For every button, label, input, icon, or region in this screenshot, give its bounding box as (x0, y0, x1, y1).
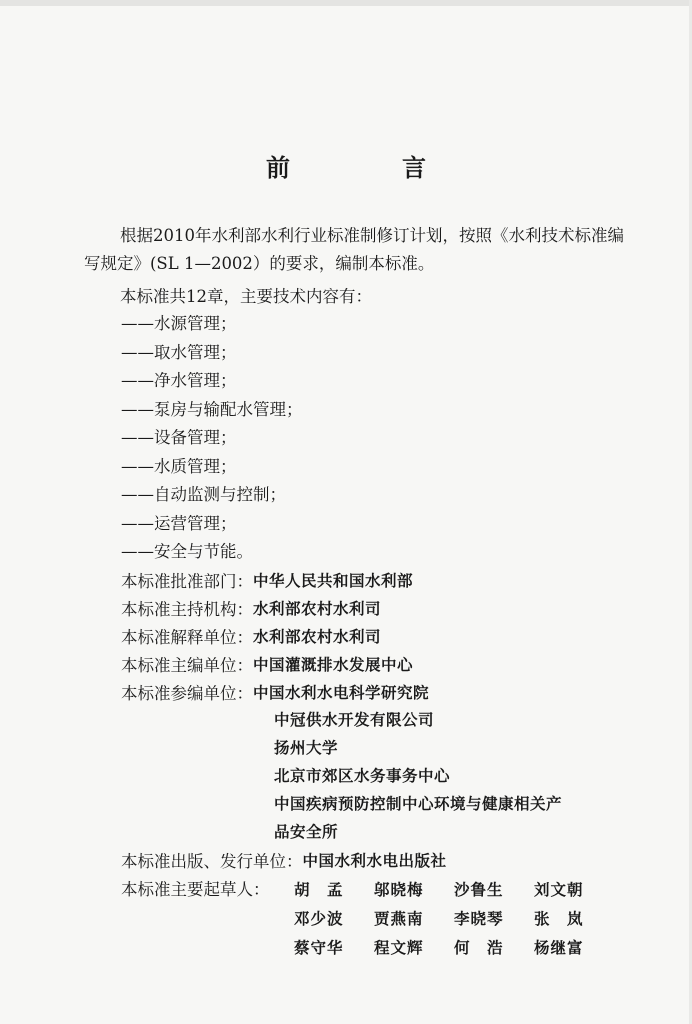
drafter-name: 张 岚 (534, 909, 584, 928)
info-list (121, 566, 429, 706)
drafter-name: 李晓琴 (454, 909, 504, 928)
drafter-name: 邬晓梅 (374, 880, 424, 899)
drafter-name: 蔡守华 (294, 938, 344, 957)
drafter-name: 邓少波 (294, 909, 344, 928)
drafters-line (294, 874, 614, 903)
drafter-name: 沙鲁生 (454, 880, 504, 899)
list-item: ——设备管理； (121, 428, 237, 447)
publisher-value: 中国水利水电出版社 (302, 852, 447, 870)
participants-continued (274, 706, 562, 846)
list-item: ——自动监测与控制； (121, 485, 286, 504)
drafters-row (121, 874, 270, 902)
participant-unit: 品安全所 (274, 823, 339, 841)
list-item: ——水源管理； (121, 314, 237, 333)
info-label: 本标准批准部门： (121, 572, 253, 591)
list-item: ——取水管理； (121, 342, 237, 362)
page-title: 前 言 (266, 154, 470, 182)
list-item: ——安全与节能。 (121, 542, 253, 561)
drafter-name: 杨继富 (534, 938, 584, 957)
participant-unit: 中国疾病预防控制中心环境与健康相关产 (274, 795, 563, 813)
participant-unit: 中冠供水开发有限公司 (274, 711, 435, 729)
participant-unit: 扬州大学 (274, 739, 339, 757)
drafters-list (294, 874, 614, 961)
scan-edge-top (0, 0, 692, 6)
info-value: 中国水利水电科学研究院 (253, 684, 430, 702)
info-participants (121, 678, 429, 706)
drafters-line (294, 932, 614, 961)
info-approval (121, 566, 429, 594)
info-label: 本标准参编单位： (121, 684, 253, 703)
info-interpretation (121, 622, 429, 650)
list-item: ——运营管理； (121, 513, 237, 533)
info-value: 水利部农村水利司 (253, 600, 382, 618)
info-label: 本标准主编单位： (121, 656, 253, 675)
info-value: 水利部农村水利司 (253, 628, 382, 646)
drafters-line (294, 903, 614, 932)
info-value: 中华人民共和国水利部 (253, 572, 414, 590)
info-chief-editor (121, 650, 429, 678)
info-label: 本标准解释单位： (121, 628, 253, 647)
list-item: ——水质管理； (121, 456, 237, 476)
list-item: ——净水管理； (121, 371, 237, 390)
drafter-name: 何 浩 (454, 938, 504, 957)
intro-paragraph: 根据2010年水利部水利行业标准制修订计划，按照《水利技术标准编写规定》(SL 1—2002）的要求，编制本标准。 (84, 226, 624, 273)
info-host (121, 594, 429, 622)
publisher-row (121, 846, 447, 874)
contents-list (121, 310, 303, 567)
drafter-name: 刘文朝 (534, 880, 584, 899)
drafters-label: 本标准主要起草人： (121, 880, 270, 899)
summary-paragraph: 本标准共12章，主要技术内容有： (120, 287, 372, 306)
drafter-name: 程文辉 (374, 938, 424, 957)
info-label: 本标准主持机构： (121, 600, 253, 619)
drafter-name: 胡 孟 (294, 880, 344, 899)
participant-unit: 北京市郊区水务事务中心 (274, 767, 451, 785)
list-item: ——泵房与输配水管理； (121, 399, 303, 419)
publisher-label: 本标准出版、发行单位： (121, 852, 303, 871)
info-value: 中国灌溉排水发展中心 (253, 656, 414, 674)
drafter-name: 贾燕南 (374, 909, 424, 928)
